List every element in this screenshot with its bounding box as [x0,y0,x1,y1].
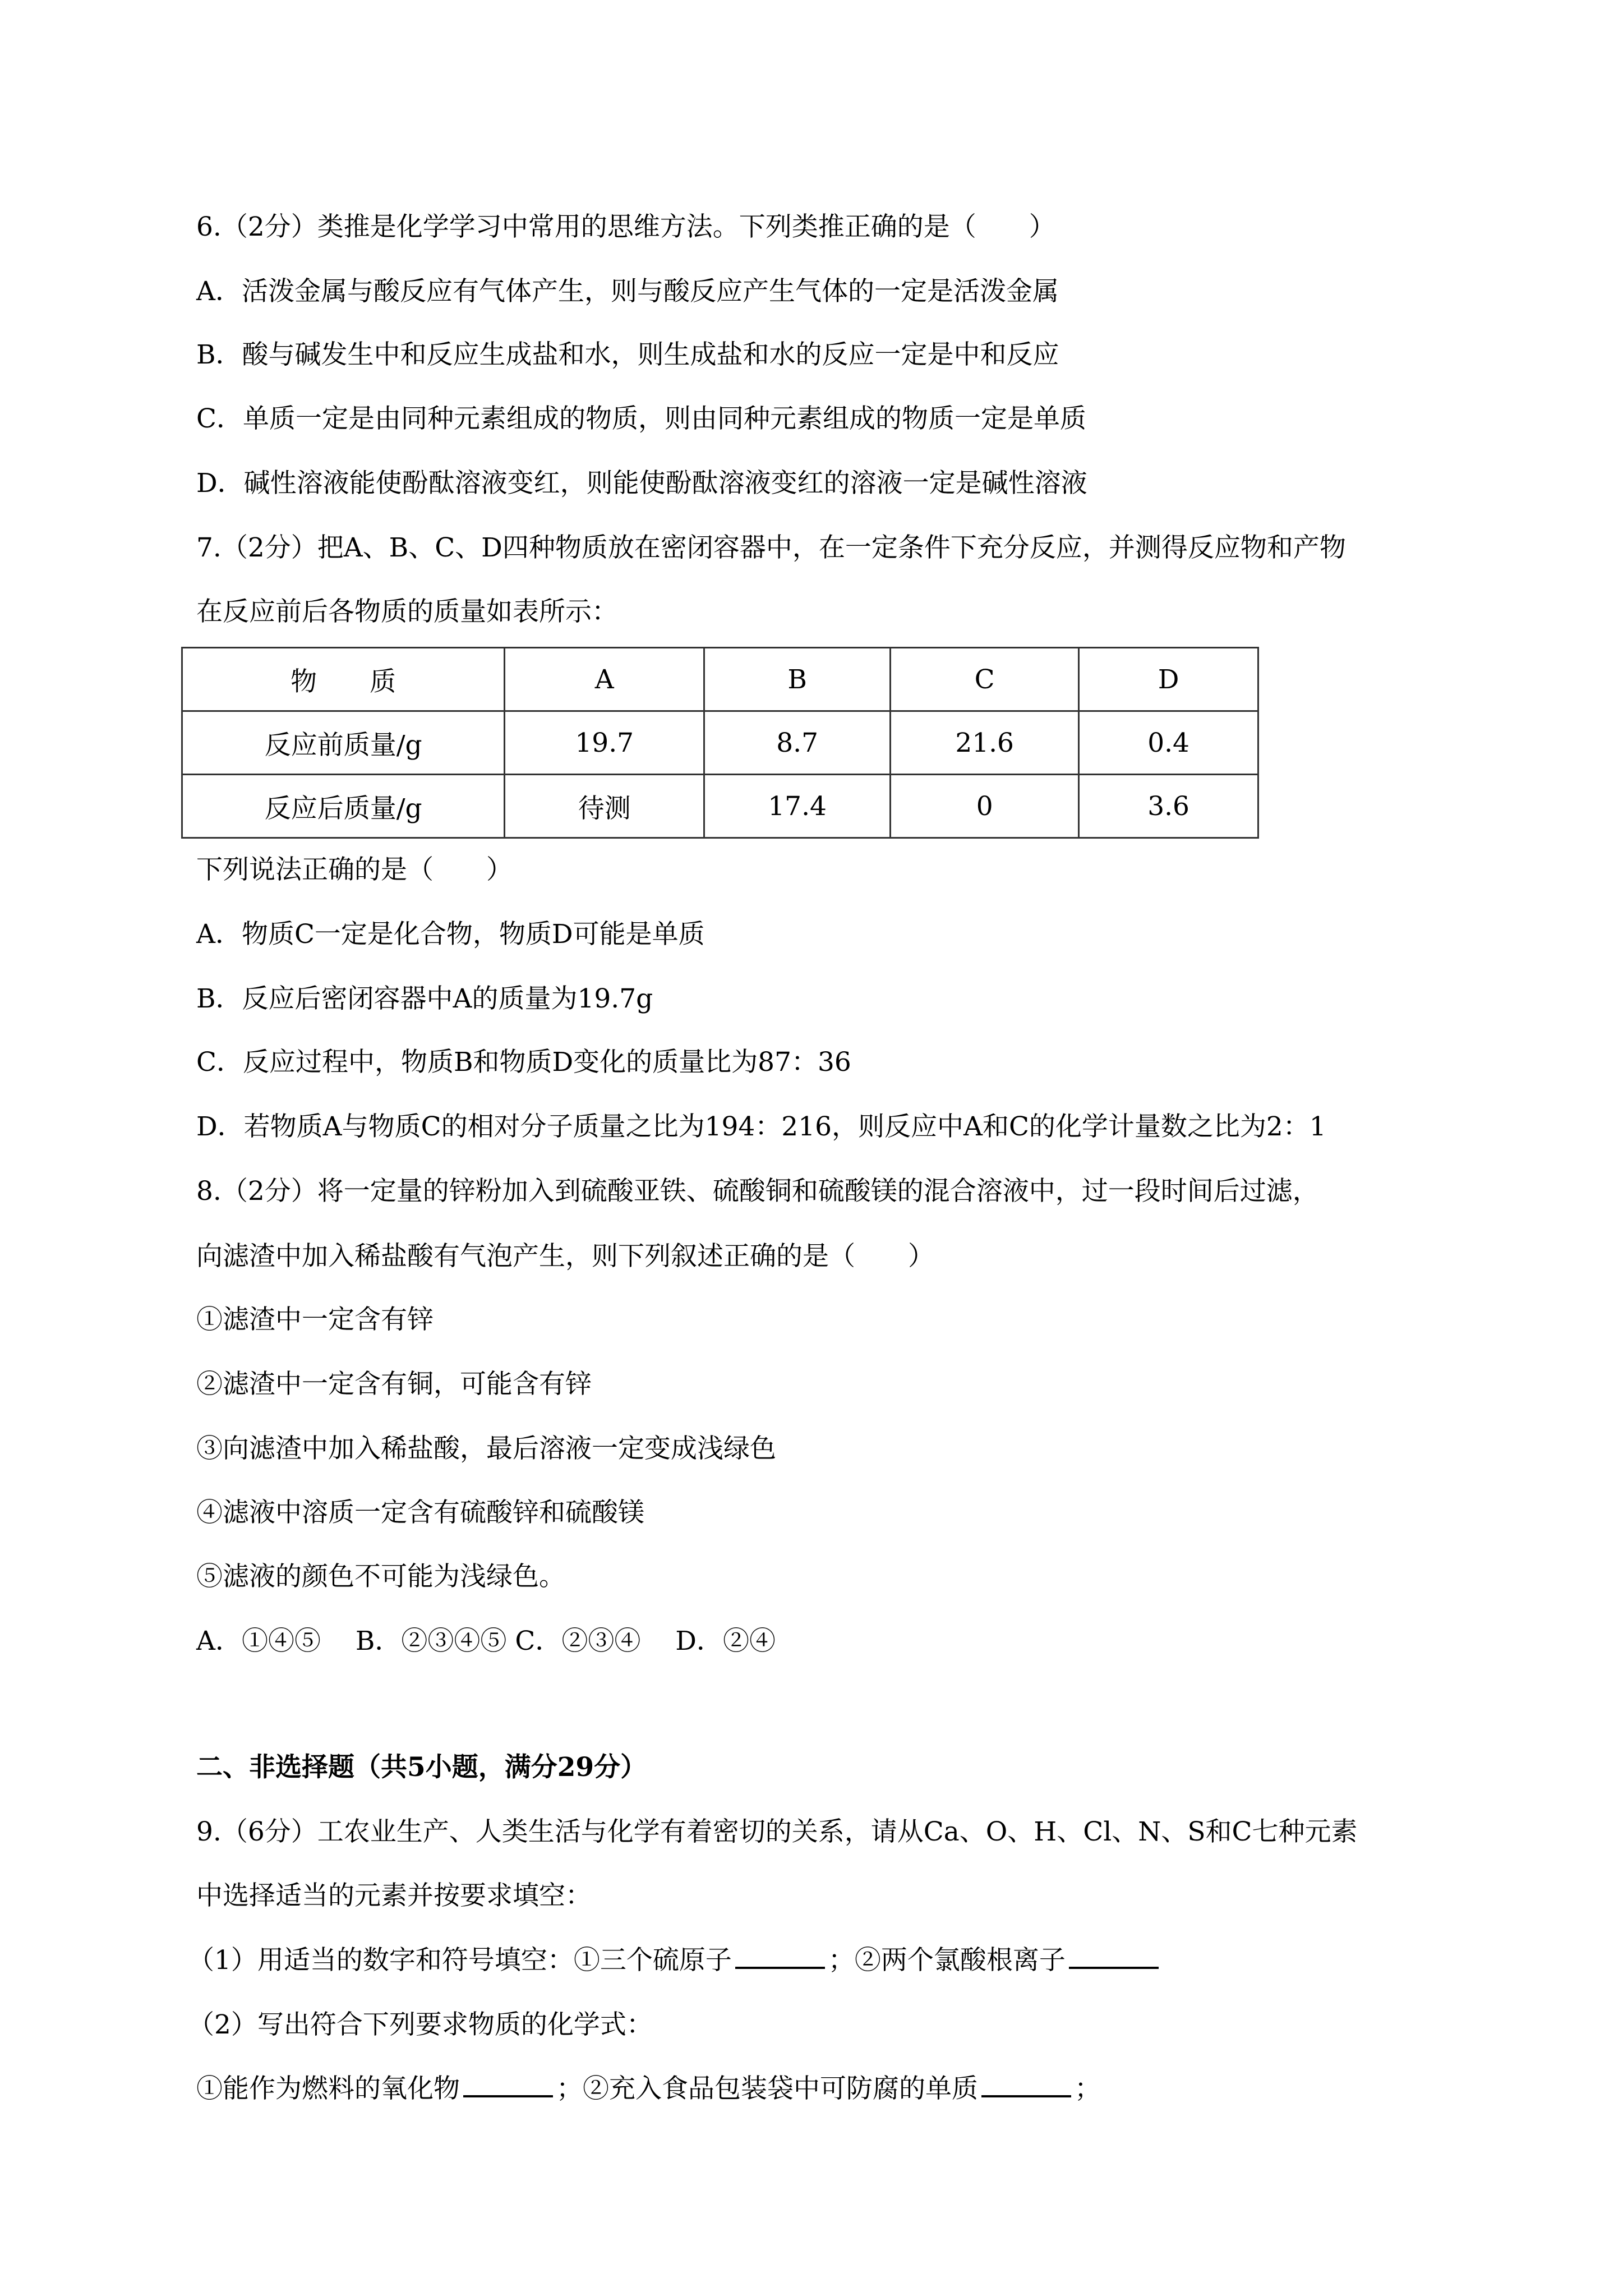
q7-prompt: 下列说法正确的是（ ） [196,854,513,885]
q8-choices: A．①④⑤ B．②③④⑤ C．②③④ D．②④ [196,1626,776,1657]
q8-statement-5: ⑤滤液的颜色不可能为浅绿色。 [196,1561,565,1592]
table-cell: D [1079,648,1258,711]
q9-part2: （2）写出符合下列要求物质的化学式： [188,2009,653,2040]
answer-blank[interactable] [463,2073,553,2097]
q7-option-b: B．反应后密闭容器中A的质量为19.7g [196,983,653,1014]
table-cell: 19.7 [505,711,704,775]
table-cell: A [505,648,704,711]
table-cell: 反应后质量/g [182,775,505,838]
answer-blank[interactable] [1069,1944,1159,1969]
mass-table [181,647,1259,839]
table-cell: 21.6 [891,711,1079,775]
q9-part1 [188,1944,1162,1977]
table-header-row [182,648,1258,711]
q8-statement-3: ③向滤渣中加入稀盐酸，最后溶液一定变成浅绿色 [196,1433,776,1464]
table-cell: B [704,648,891,711]
q9-part2-text-a: ①能作为燃料的氧化物 [196,2073,460,2104]
answer-blank[interactable] [735,1944,825,1969]
q9-stem-line2: 中选择适当的元素并按要求填空： [196,1880,592,1911]
table-row [182,775,1258,838]
q8-stem-line2: 向滤渣中加入稀盐酸有气泡产生，则下列叙述正确的是（ ） [196,1241,934,1272]
q8-statement-4: ④滤液中溶质一定含有硫酸锌和硫酸镁 [196,1497,644,1528]
table-cell: C [891,648,1079,711]
q6-option-d: D．碱性溶液能使酚酞溶液变红，则能使酚酞溶液变红的溶液一定是碱性溶液 [196,468,1087,499]
q7-option-d: D．若物质A与物质C的相对分子质量之比为194：216，则反应中A和C的化学计量数之比为2：1 [196,1111,1326,1142]
table-cell: 3.6 [1079,775,1258,838]
q6-option-a: A．活泼金属与酸反应有气体产生，则与酸反应产生气体的一定是活泼金属 [196,276,1059,307]
q6-option-c: C．单质一定是由同种元素组成的物质，则由同种元素组成的物质一定是单质 [196,403,1086,434]
table-cell: 反应前质量/g [182,711,505,775]
q7-option-a: A．物质C一定是化合物，物质D可能是单质 [196,919,705,950]
answer-blank[interactable] [981,2073,1071,2097]
table-row [182,711,1258,775]
q8-statement-1: ①滤渣中一定含有锌 [196,1304,434,1335]
table-cell: 0.4 [1079,711,1258,775]
table-cell: 8.7 [704,711,891,775]
table-cell: 物 质 [182,648,505,711]
q8-statement-2: ②滤渣中一定含有铜，可能含有锌 [196,1369,592,1400]
q7-stem-line2: 在反应前后各物质的质量如表所示： [196,596,618,627]
q7-stem-line1: 7.（2分）把A、B、C、D四种物质放在密闭容器中，在一定条件下充分反应，并测得反应物和产物 [196,532,1346,563]
q9-part2-answers [196,2072,1101,2106]
section-heading: 二、非选择题（共5小题，满分29分） [196,1752,647,1783]
table-cell: 待测 [505,775,704,838]
q6-option-b: B．酸与碱发生中和反应生成盐和水，则生成盐和水的反应一定是中和反应 [196,339,1059,370]
table-cell: 17.4 [704,775,891,838]
q9-part2-text-c: ； [1075,2073,1101,2104]
q9-stem-line1: 9.（6分）工农业生产、人类生活与化学有着密切的关系，请从Ca、O、H、Cl、N、S和C七种元素 [196,1816,1358,1847]
q9-part1-text-a: （1）用适当的数字和符号填空：①三个硫原子 [188,1945,732,1976]
q7-option-c: C．反应过程中，物质B和物质D变化的质量比为87：36 [196,1047,851,1078]
table-cell: 0 [891,775,1079,838]
q9-part1-text-b: ；②两个氯酸根离子 [828,1945,1066,1976]
q9-part2-text-b: ；②充入食品包装袋中可防腐的单质 [556,2073,978,2104]
q8-stem-line1: 8.（2分）将一定量的锌粉加入到硫酸亚铁、硫酸铜和硫酸镁的混合溶液中，过一段时间后过滤， [196,1176,1319,1207]
q6-stem: 6.（2分）类推是化学学习中常用的思维方法。下列类推正确的是（ ） [196,211,1055,242]
